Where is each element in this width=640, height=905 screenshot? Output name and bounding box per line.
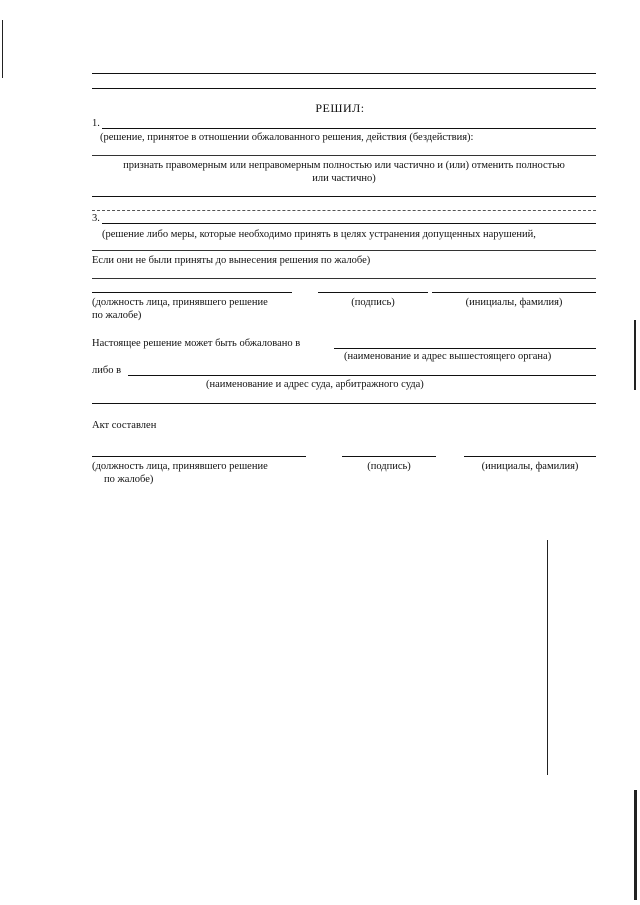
appeal-court-caption: (наименование и адрес суда, арбитражного суда) bbox=[206, 379, 424, 390]
item-1-rule bbox=[92, 155, 596, 156]
sign-1-name-line bbox=[432, 292, 596, 293]
sign-1-position-line bbox=[92, 292, 292, 293]
sign-1-position-label: (должность лица, принявшего решение bbox=[92, 297, 268, 308]
item-1-fill-line bbox=[102, 128, 596, 129]
item-3-rule-2 bbox=[92, 278, 596, 279]
appeal-or-label: либо в bbox=[92, 365, 122, 376]
appeal-caption: (наименование и адрес вышестоящего органа) bbox=[344, 351, 552, 362]
top-rule-2 bbox=[92, 88, 596, 89]
sign-2-name-line bbox=[464, 456, 596, 457]
sign-2-name-label: (инициалы, фамилия) bbox=[481, 461, 579, 472]
item-1-note-line-2: или частично) bbox=[312, 173, 376, 184]
item-3-number: 3. bbox=[92, 213, 100, 224]
top-rule bbox=[92, 73, 596, 74]
sign-2-position-label: (должность лица, принявшего решение bbox=[92, 461, 268, 472]
appeal-rule bbox=[92, 403, 596, 404]
item-2-rule bbox=[92, 196, 596, 197]
sign-2-position-line bbox=[92, 456, 306, 457]
scan-edge-line bbox=[547, 540, 548, 775]
page-title: РЕШИЛ: bbox=[315, 101, 365, 115]
item-1-number: 1. bbox=[92, 118, 100, 129]
item-2-rule-faint bbox=[92, 210, 596, 211]
item-3-rule bbox=[92, 250, 596, 251]
item-3-fill-line bbox=[102, 223, 596, 224]
sign-2-signature-label: (подпись) bbox=[367, 461, 411, 472]
scan-right-edge bbox=[634, 790, 637, 900]
appeal-court-line bbox=[128, 375, 596, 376]
scan-right-mark bbox=[634, 320, 636, 390]
sign-1-name-label: (инициалы, фамилия) bbox=[465, 297, 563, 308]
sign-1-position-label-2: по жалобе) bbox=[92, 310, 142, 321]
scan-left-mark bbox=[2, 20, 3, 78]
act-label: Акт составлен bbox=[92, 420, 157, 431]
appeal-label: Настоящее решение может быть обжаловано в bbox=[92, 338, 301, 349]
item-3-note: Если они не были приняты до вынесения решения по жалобе) bbox=[92, 255, 371, 266]
sign-2-position-label-2: по жалобе) bbox=[104, 474, 154, 485]
item-3-caption: (решение либо меры, которые необходимо принять в целях устранения допущенных нарушений, bbox=[102, 229, 536, 240]
appeal-fill-line bbox=[334, 348, 596, 349]
item-1-note-line-1: признать правомерным или неправомерным полностью или частично и (или) отменить полностью bbox=[123, 160, 565, 171]
sign-1-signature-label: (подпись) bbox=[351, 297, 395, 308]
sign-2-signature-line bbox=[342, 456, 436, 457]
item-1-caption: (решение, принятое в отношении обжалованного решения, действия (бездействия): bbox=[100, 132, 474, 143]
sign-1-signature-line bbox=[318, 292, 428, 293]
